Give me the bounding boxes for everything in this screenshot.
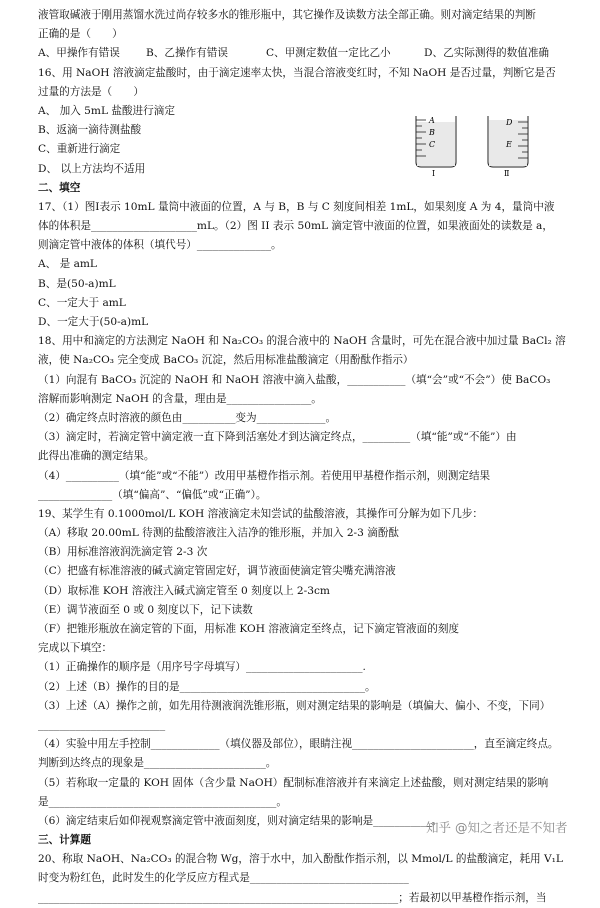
text-line: 19、某学生有 0.1000mol/L KOH 溶液滴定未知尝试的盐酸溶液，其操作可分解为如下几步： bbox=[38, 507, 484, 520]
text-line: ____________________________________________________________________；若最初以甲基橙作指示剂，当 bbox=[38, 891, 547, 904]
text-line: A、 加入 5mL 盐酸进行滴定 bbox=[38, 104, 175, 117]
text-line: 16、用 NaOH 溶液滴定盐酸时，由于滴定速率太快，当混合溶液变红时，不知 NaOH 是否过量，判断它是否 bbox=[38, 66, 556, 79]
section-heading: 二、填空 bbox=[38, 181, 81, 194]
figure-label-1: Ⅰ bbox=[432, 169, 436, 178]
figure-label-2: Ⅱ bbox=[504, 169, 510, 178]
section-heading: 三、计算题 bbox=[38, 834, 91, 847]
text-line: 完成以下填空： bbox=[38, 642, 113, 655]
option-a: A、甲操作有错误 bbox=[38, 47, 120, 60]
text-line: C、一定大于 amL bbox=[38, 296, 126, 309]
text-line: 液，使 Na₂CO₃ 完全变成 BaCO₃ 沉淀，然后用标准盐酸滴定（用酚酞作指示） bbox=[38, 354, 414, 367]
text-line: （3）滴定时，若滴定管中滴定液一直下降到活塞处才到达滴定终点，_________（填“能”或“不能”）由 bbox=[38, 431, 517, 444]
text-line: （3）上述（A）操作之前，如先用待测液润洗锥形瓶，则对测定结果的影响是（填偏大、偏小、不变，下同） bbox=[38, 699, 551, 712]
mark-a: A bbox=[429, 116, 435, 125]
text-line: 液管取碱液于刚用蒸馏水洗过尚存较多水的锥形瓶中，其它操作及读数方法全部正确。则对滴定结果的判断 bbox=[38, 9, 536, 21]
text-line: 是___________________________________________。 bbox=[38, 795, 287, 808]
text-line: 溶解而影响测定 NaOH 的含量，理由是________________。 bbox=[38, 392, 322, 405]
text-line: 18、用中和滴定的方法测定 NaOH 和 Na₂CO₃ 的混合液中的 NaOH 含量时，可先在混合液中加过量 BaCl₂ 溶 bbox=[38, 335, 566, 348]
mark-b: B bbox=[429, 128, 435, 137]
text-line: （2）上述（B）操作的目的是___________________________________。 bbox=[38, 680, 376, 693]
text-line: （5）若称取一定量的 KOH 固体（含少量 NaOH）配制标准溶液并有来滴定上述盐酸，则对测定结果的影响 bbox=[38, 776, 549, 789]
option-c: C、甲测定数值一定比乙小 bbox=[266, 47, 391, 60]
text-line: 判断到达终点的现象是_______________________。 bbox=[38, 757, 277, 770]
text-line: ________________________ bbox=[38, 718, 166, 731]
text-line: （A）移取 20.00mL 待测的盐酸溶液注入洁净的锥形瓶，并加入 2-3 滴酚酞 bbox=[38, 527, 400, 540]
text-line: （6）滴定结束后如仰视观察滴定管中液面刻度，则对滴定结果的影响是___________。 bbox=[38, 814, 443, 827]
figure-drawing bbox=[396, 112, 546, 178]
text-line: （C）把盛有标准溶液的碱式滴定管固定好，调节液面使滴定管尖嘴充满溶液 bbox=[38, 565, 396, 578]
text-line: （B）用标准溶液润洗滴定管 2-3 次 bbox=[38, 546, 208, 559]
text-line: 体的体积是____________________mL。（2）图 II 表示 50mL 滴定管中液面的位置，如果液面处的读数是 a， bbox=[38, 220, 553, 233]
text-line: （4）实验中用左手控制_____________（填仪器及部位），眼睛注视_______________________，直至滴定终点。 bbox=[38, 738, 559, 751]
text-line: D、 以上方法均不适用 bbox=[38, 162, 146, 175]
text-line: B、返滴一滴待测盐酸 bbox=[38, 124, 142, 137]
text-line: 此得出准确的测定结果。 bbox=[38, 450, 155, 463]
q15-options bbox=[38, 44, 586, 63]
text-line: （2）确定终点时溶液的颜色由__________变为_____________。 bbox=[38, 411, 337, 424]
option-d: D、乙实际测得的数值准确 bbox=[424, 47, 550, 60]
text-line: 20、称取 NaOH、Na₂CO₃ 的混合物 Wg，溶于水中，加入酚酞作指示剂，以 Mmol/L 的盐酸滴定，耗用 V₁L bbox=[38, 853, 563, 866]
text-line: （1）正确操作的顺序是（用序号字母填写）______________________. bbox=[38, 661, 366, 674]
option-b: B、乙操作有错误 bbox=[146, 47, 228, 60]
text-line: （D）取标准 KOH 溶液注入碱式滴定管至 0 刻度以上 2-3cm bbox=[38, 584, 330, 597]
mark-c: C bbox=[429, 140, 436, 149]
text-line: 过量的方法是（ ） bbox=[38, 85, 144, 98]
cylinder-burette-figure bbox=[396, 112, 546, 178]
text-line: B、是(50-a)mL bbox=[38, 277, 116, 290]
mark-e: E bbox=[506, 140, 512, 149]
text-line: A、 是 amL bbox=[38, 258, 97, 271]
text-line: 则滴定管中液体的体积（填代号）______________。 bbox=[38, 239, 282, 252]
text-line: （1）向混有 BaCO₃ 沉淀的 NaOH 和 NaOH 溶液中滴入盐酸，___________（填“会”或“不会”）使 BaCO₃ bbox=[38, 373, 551, 386]
text-line: （E）调节液面至 0 或 0 刻度以下，记下读数 bbox=[38, 603, 253, 616]
text-line: （4）__________（填“能”或“不能”）改用甲基橙作指示剂。若使用甲基橙作指示剂，则测定结果 bbox=[38, 469, 491, 482]
text-line: 正确的是（ ） bbox=[38, 28, 123, 41]
mark-d: D bbox=[506, 118, 513, 127]
text-line: （F）把锥形瓶放在滴定管的下面，用标准 KOH 溶液滴定至终点，记下滴定管液面的刻度 bbox=[38, 623, 460, 635]
text-line: D、一定大于(50-a)mL bbox=[38, 316, 149, 328]
watermark: 知乎 @知之者还是不知者 bbox=[426, 820, 568, 835]
text-line: 17、（1）图Ⅰ表示 10mL 量筒中液面的位置，A 与 B，B 与 C 刻度间相差 1mL，如果刻度 A 为 4，量筒中液 bbox=[38, 200, 555, 213]
text-line: C、重新进行滴定 bbox=[38, 143, 121, 156]
text-line: 时变为粉红色，此时发生的化学反应方程式是______________________________ bbox=[38, 872, 409, 885]
text-line: ______________（填“偏高”、“偏低”或“正确”）。 bbox=[38, 488, 267, 501]
